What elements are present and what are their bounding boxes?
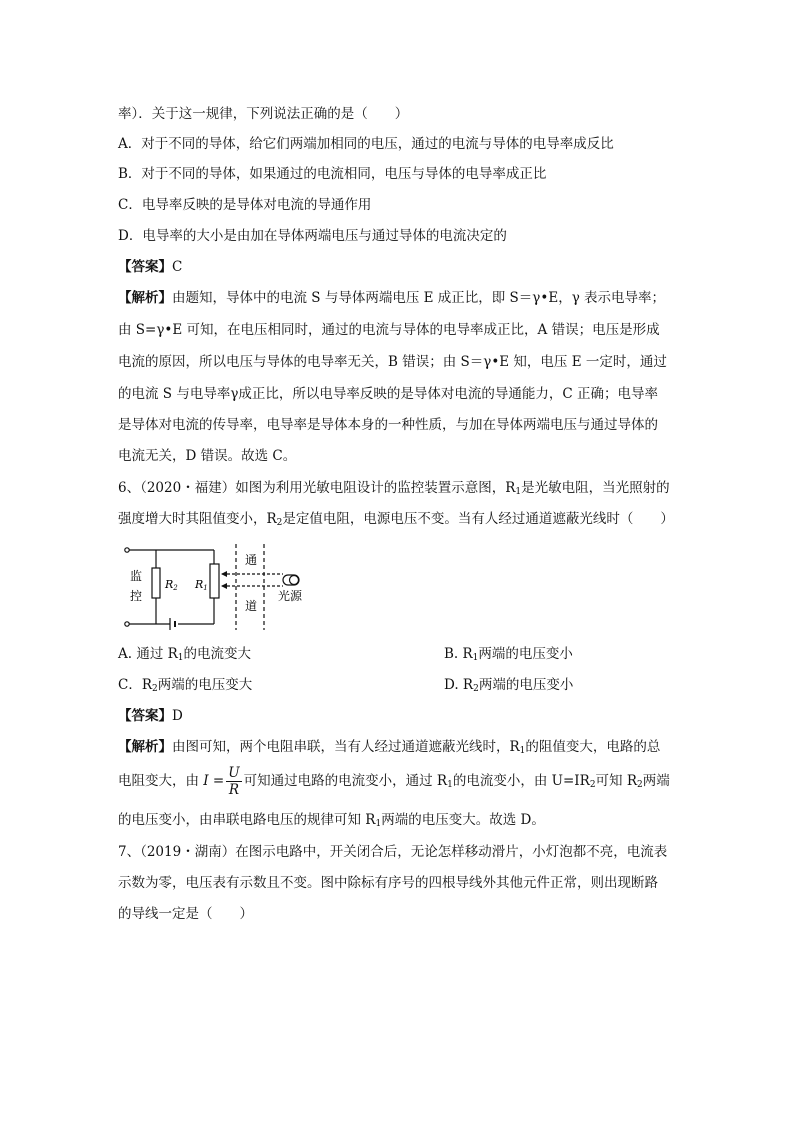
answer-value: D [172, 708, 183, 724]
subscript: 1 [177, 653, 184, 663]
analysis-tag: 【解析】 [118, 739, 172, 755]
resistor-r2 [152, 568, 160, 598]
subscript: 2 [637, 780, 643, 790]
q6-stem-text: 强度增大时其阻值变小，R [118, 511, 277, 527]
q5-analysis-line-2: 由 S=γ•E 可知，在电压相同时，通过的电流与导体的电导率成正比，A 错误；电压是形成 [118, 322, 660, 338]
label-light-source: 光源 [278, 589, 303, 603]
label-channel-1: 通 [245, 553, 258, 567]
q6-analysis-line-2 [118, 764, 670, 802]
subscript: 1 [472, 653, 479, 663]
q7-stem-line-1: 7、（2019・湖南）在图示电路中，开关闭合后，无论怎样移动滑片，小灯泡都不亮，电流表 [118, 844, 668, 860]
subscript: 1 [519, 746, 526, 756]
q5-option-d: D．电导率的大小是由加在导体两端电压与通过导体的电流决定的 [118, 228, 507, 244]
q6-stem-text: 是定值电阻，电源电压不变。当有人经过通道遮蔽光线时（ ） [282, 511, 674, 527]
subscript: 2 [152, 684, 158, 694]
terminal-top [125, 548, 129, 552]
label-channel-2: 道 [245, 599, 258, 613]
analysis-text: 两端 [642, 773, 670, 789]
q7-stem-line-3: 的导线一定是（ ） [118, 906, 253, 922]
analysis-text: 电阻变大，由 [118, 773, 199, 789]
analysis-text: 可知 R [595, 773, 638, 789]
subscript: 2 [589, 780, 596, 790]
circuit-diagram [118, 542, 333, 632]
q5-analysis-line-3: 电流的原因，所以电压与导体的电导率无关，B 错误；由 S＝γ•E 知，电压 E 一定时，通过 [118, 354, 667, 370]
answer-tag: 【答案】 [118, 708, 172, 724]
option-text: A. 通过 R [118, 646, 178, 662]
label-r2: R2 [165, 578, 178, 592]
option-text: D. R [444, 677, 474, 693]
label-monitor-1: 监 [130, 569, 143, 583]
subscript: 2 [276, 518, 283, 528]
option-text: C．R [118, 677, 152, 693]
analysis-text: 由图可知，两个电阻串联，当有人经过通道遮蔽光线时，R [172, 739, 520, 755]
formula-denominator: R [228, 782, 240, 798]
formula-lhs: I = [203, 773, 225, 789]
label-r1: R1 [195, 578, 208, 592]
q5-analysis-line-4: 的电流 S 与电导率γ成正比，所以电导率反映的是导体对电流的导通能力，C 正确；电导率 [118, 386, 659, 402]
q5-answer [118, 257, 182, 277]
option-text: B. R [444, 646, 473, 662]
q5-option-a: A．对于不同的导体，给它们两端加相同的电压，通过的电流与导体的电导率成反比 [118, 136, 614, 152]
q5-analysis-line-6: 电流无关，D 错误。故选 C。 [118, 448, 297, 464]
option-text: 的电流变大 [183, 646, 252, 662]
option-text: 两端的电压变大 [157, 677, 253, 693]
q6-option-b [444, 644, 573, 668]
resistor-r1 [210, 564, 219, 598]
q6-stem-line-2 [118, 509, 674, 533]
analysis-text: 的电流变小，由 U=IR [452, 773, 590, 789]
subscript: 1 [515, 487, 522, 497]
formula-fraction [226, 765, 241, 798]
answer-tag: 【答案】 [118, 259, 172, 275]
q6-analysis-line-3 [118, 810, 545, 834]
q7-stem-line-2: 示数为零，电压表有示数且不变。图中除标有序号的四根导线外其他元件正常，则出现断路 [118, 875, 658, 891]
subscript: 1 [375, 819, 382, 829]
option-text: 两端的电压变小 [478, 646, 573, 662]
analysis-text: 可知通过电路的电流变小，通过 R [243, 773, 448, 789]
analysis-text: 由题知，导体中的电流 S 与导体两端电压 E 成正比，即 S＝γ•E，γ 表示电导率； [172, 290, 666, 306]
option-text: 两端的电压变小 [478, 677, 574, 693]
terminal-bottom [125, 622, 129, 626]
analysis-text: 两端的电压变大。故选 D。 [381, 812, 545, 828]
q5-stem-tail: 率）．关于这一规律，下列说法正确的是（ ） [118, 106, 409, 122]
q6-answer [118, 706, 183, 726]
q6-option-a [118, 644, 251, 668]
q5-option-c: C．电导率反映的是导体对电流的导通作用 [118, 197, 372, 213]
q6-stem-text: 6、（2020・福建）如图为利用光敏电阻设计的监控装置示意图，R [118, 480, 516, 496]
answer-value: C [172, 259, 183, 275]
q5-analysis-line-5: 是导体对电流的传导率，电导率是导体本身的一种性质，与加在导体两端电压与通过导体的 [118, 417, 658, 433]
subscript: 1 [447, 780, 453, 790]
q5-option-b: B．对于不同的导体，如果通过的电流相同，电压与导体的电导率成正比 [118, 166, 547, 182]
formula-numerator: U [228, 765, 240, 781]
q6-stem-text: 是光敏电阻，当光照射的 [521, 480, 670, 496]
subscript: 2 [473, 684, 479, 694]
q5-analysis-line-1 [118, 288, 665, 308]
q6-option-c [118, 675, 252, 699]
analysis-text: 的阻值变大，电路的总 [525, 739, 661, 755]
analysis-text: 的电压变小，由串联电路电压的规律可知 R [118, 812, 376, 828]
q6-analysis-line-1 [118, 737, 660, 761]
analysis-tag: 【解析】 [118, 290, 172, 306]
q6-stem-line-1 [118, 478, 670, 502]
q6-option-d [444, 675, 573, 699]
label-monitor-2: 控 [130, 589, 143, 603]
